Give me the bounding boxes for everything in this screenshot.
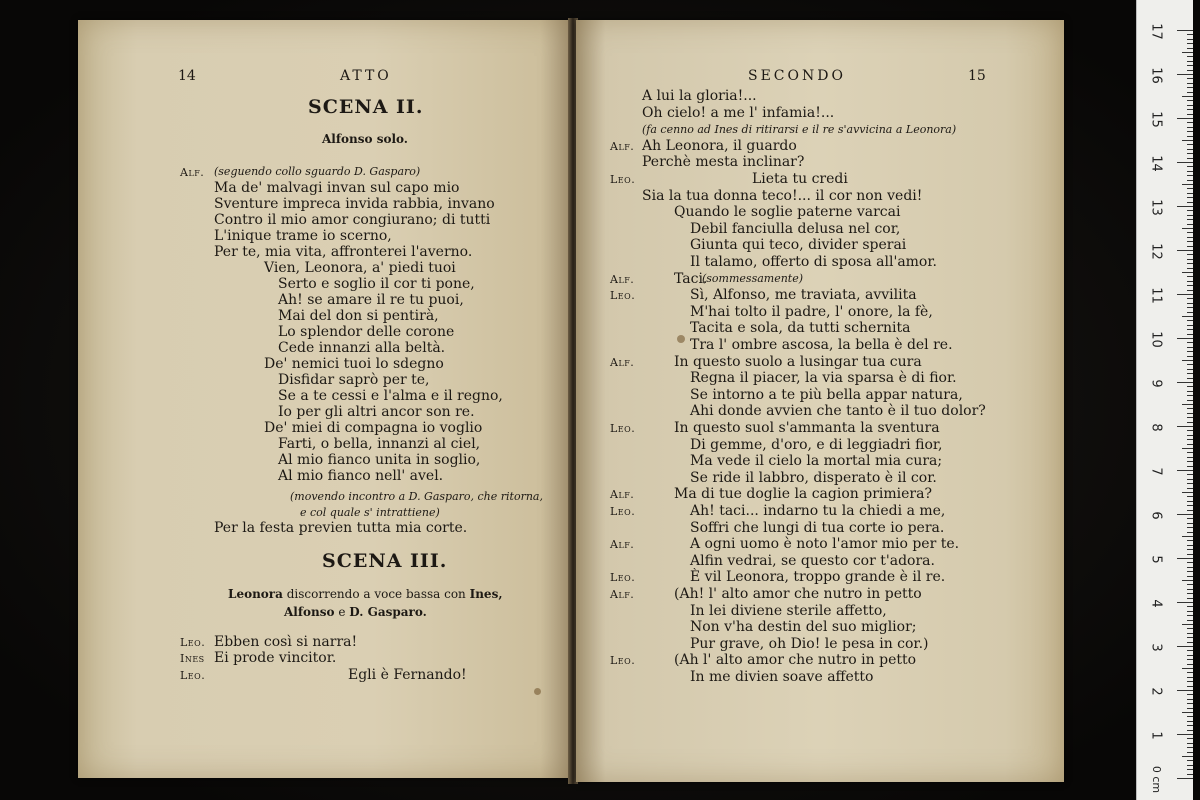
ruler-tick [1182,96,1193,97]
ruler-number: 15 [1148,111,1164,128]
ruler-tick [1187,413,1193,414]
scene-ii-title: SCENA II. [308,96,424,118]
verse-line: In me divien soave affetto [690,669,874,685]
ruler-tick [1187,149,1193,150]
verse-line: Se ride il labbro, disperato è il cor. [690,469,937,486]
verse-line: A ogni uomo è noto l'amor mio per te. [690,536,960,553]
ruler-tick [1187,78,1193,79]
ruler-tick [1187,105,1193,106]
ruler-tick [1187,263,1193,264]
verse-line: Ma de' malvagi invan sul capo mio [214,180,460,196]
verse-line: Vien, Leonora, a' piedi tuoi [264,260,456,276]
ruler-tick [1182,272,1193,273]
ruler-tick [1182,228,1193,229]
ruler-tick [1187,518,1193,519]
ruler-tick [1187,56,1193,57]
verse-line: In questo suolo a lusingar tua cura [674,353,922,370]
speaker-label: Alf. [180,166,205,179]
ruler-tick [1187,532,1193,533]
ruler-tick [1177,470,1193,471]
verse-line: M'hai tolto il padre, l' onore, la fè, [690,303,933,320]
verse-line: In questo suol s'ammanta la sventura [674,420,940,436]
ruler-tick [1177,558,1193,559]
ruler-tick [1187,241,1193,242]
verse-line: De' miei di compagna io voglio [264,420,483,436]
ruler-tick [1187,708,1193,709]
verse-line: (Ah l' alto amor che nutro in petto [674,652,917,669]
ruler-tick [1187,303,1193,304]
ruler-tick [1177,206,1193,207]
ruler-tick [1187,210,1193,211]
ruler-tick [1187,655,1193,656]
ruler-tick [1187,373,1193,374]
ruler-tick [1187,633,1193,634]
ruler-tick [1187,224,1193,225]
ruler-tick [1187,144,1193,145]
leonora-name: Leonora [228,587,283,601]
ruler-tick [1187,606,1193,607]
ruler-tick [1187,642,1193,643]
ruler-tick [1187,237,1193,238]
ruler-tick [1187,136,1193,137]
ruler-tick [1187,620,1193,621]
scene-ii-subtitle: Alfonso solo. [322,132,408,146]
ruler-tick [1182,492,1193,493]
ruler-tick [1187,699,1193,700]
verse-line: Per te, mia vita, affronterei l'averno. [214,244,473,260]
ruler-tick [1187,760,1193,761]
scene-iii-subtitle-1 [228,586,503,603]
ruler-tick [1187,127,1193,128]
scene-iii-title: SCENA III. [322,550,448,572]
ruler-tick [1187,523,1193,524]
ruler-number: 8 [1148,423,1164,432]
verse-line: L'inique trame io scerno, [214,228,392,244]
ruler-tick [1187,637,1193,638]
ruler-tick [1177,162,1193,163]
ruler-tick [1187,540,1193,541]
ruler-tick [1177,514,1193,515]
left-page-number: 14 [178,68,196,84]
ruler-tick [1187,43,1193,44]
speaker-label: Leo. [180,669,206,682]
ruler-tick [1187,457,1193,458]
ruler-number: 17 [1148,23,1164,40]
gasparo-name: D. Gasparo. [349,605,427,619]
measurement-ruler [1136,0,1193,800]
ruler-tick [1187,351,1193,352]
ruler-tick [1187,378,1193,379]
paper-stain [677,335,685,343]
ruler-tick [1182,316,1193,317]
ruler-tick [1187,747,1193,748]
ruler-tick [1177,382,1193,383]
ruler-tick [1187,483,1193,484]
ruler-tick [1187,246,1193,247]
ruler-tick [1187,175,1193,176]
ruler-tick [1187,422,1193,423]
speaker-label: Alf. [610,538,635,552]
verse-line: Sventure impreca invida rabbia, invano [214,196,495,212]
speaker-label: Leo. [610,289,636,303]
ruler-tick [1187,567,1193,568]
ruler-tick [1187,298,1193,299]
ruler-tick [1187,593,1193,594]
verse-line: Lo splendor delle corone [278,324,455,340]
ruler-number: 7 [1148,467,1164,476]
ruler-tick [1187,320,1193,321]
verse-line: Sia la tua donna teco!... il cor non vedi! [642,187,923,204]
ruler-tick [1187,589,1193,590]
ruler-tick [1182,360,1193,361]
ruler-tick [1187,571,1193,572]
ruler-tick [1187,501,1193,502]
ruler-tick [1187,153,1193,154]
verse-line: Di gemme, d'oro, e di leggiadri fior, [690,436,943,453]
ruler-tick [1182,536,1193,537]
verse-line: Mai del don si pentirà, [278,308,439,324]
ruler-tick [1187,659,1193,660]
dialogue-line: Egli è Fernando! [348,667,467,683]
verse-line: Ah! taci... indarno tu la chiedi a me, [690,503,946,519]
ruler-tick [1187,290,1193,291]
ruler-number: 14 [1148,155,1164,172]
ruler-tick [1187,694,1193,695]
ruler-number: 3 [1148,643,1164,652]
verse-line: Soffri che lungi di tua corte io pera. [690,519,945,536]
ruler-tick [1187,268,1193,269]
verse-line: Oh cielo! a me l' infamia!... [642,104,835,121]
ruler-tick [1187,158,1193,159]
ruler-tick [1187,180,1193,181]
dialogue-line: Ebben così si narra! [214,634,358,650]
ruler-tick [1177,602,1193,603]
ruler-tick [1177,778,1193,779]
ruler-tick [1182,140,1193,141]
ruler-tick [1187,166,1193,167]
verse-line: Tacita e sola, da tutti schernita [690,320,911,337]
ruler-tick [1187,122,1193,123]
verse-line: Al mio fianco nell' avel. [278,468,444,484]
ruler-unit-label: 0 cm [1150,765,1164,794]
ruler-tick [1187,259,1193,260]
ruler-tick [1187,193,1193,194]
ruler-tick [1187,325,1193,326]
speaker-label: Leo. [180,636,206,649]
ruler-tick [1187,87,1193,88]
ruler-tick [1187,598,1193,599]
ruler-tick [1187,171,1193,172]
ruler-tick [1187,61,1193,62]
closing-line: Per la festa previen tutta mia corte. [214,520,468,536]
ruler-tick [1187,677,1193,678]
verse-line: Perchè mesta inclinar? [642,154,805,171]
ruler-tick [1187,369,1193,370]
ruler-tick [1187,70,1193,71]
ruler-number: 10 [1148,331,1164,348]
ruler-number: 11 [1148,287,1164,304]
ruler-tick [1187,466,1193,467]
verse-line: Io per gli altri ancor son re. [278,404,475,420]
ruler-tick [1182,580,1193,581]
ruler-tick [1187,232,1193,233]
verse-line: È vil Leonora, troppo grande è il re. [690,569,946,586]
ruler-tick [1182,184,1193,185]
verse-line: Lieta tu credi [752,171,848,187]
ruler-tick [1187,615,1193,616]
ruler-tick [1182,52,1193,53]
ruler-tick [1187,430,1193,431]
ruler-tick [1187,716,1193,717]
ruler-tick [1187,474,1193,475]
verse-line: Se intorno a te più bella appar natura, [690,386,963,403]
ruler-tick [1187,439,1193,440]
ruler-number: 2 [1148,687,1164,696]
ruler-tick [1187,408,1193,409]
ruler-tick [1187,276,1193,277]
ruler-tick [1187,672,1193,673]
verse-line: Ahi donde avvien che tanto è il tuo dolor? [690,403,986,420]
verse-line: In lei diviene sterile affetto, [690,602,887,619]
speaker-label: Leo. [610,571,636,585]
verse-line: Giunta qui teco, divider sperai [690,237,907,254]
verse-line: Debil fanciulla delusa nel cor, [690,220,901,237]
ruler-tick [1187,703,1193,704]
verse-line: Quando le soglie paterne varcai [674,204,901,221]
ruler-tick [1187,554,1193,555]
ruler-tick [1187,584,1193,585]
ruler-tick [1177,294,1193,295]
ruler-tick [1187,202,1193,203]
ruler-tick [1187,83,1193,84]
ruler-tick [1187,34,1193,35]
ruler-number: 16 [1148,67,1164,84]
verse-line: Al mio fianco unita in soglio, [278,452,481,468]
speaker-label: Alf. [610,272,635,286]
ruler-tick [1187,347,1193,348]
right-page-number: 15 [968,68,986,84]
ruler-tick [1187,114,1193,115]
ruler-tick [1187,488,1193,489]
ruler-tick [1187,364,1193,365]
ruler-tick [1182,448,1193,449]
ruler-tick [1182,404,1193,405]
right-running-head: SECONDO [748,68,846,84]
ruler-tick [1187,730,1193,731]
scene-iii-sub-text-1: discorrendo a voce bassa con [282,587,470,601]
ruler-tick [1187,435,1193,436]
ruler-tick [1187,628,1193,629]
ruler-tick [1187,664,1193,665]
ruler-tick [1187,752,1193,753]
verse-line: (Ah! l' alto amor che nutro in petto [674,586,922,602]
ruler-number: 12 [1148,243,1164,260]
verse-line: Tra l' ombre ascosa, la bella è del re. [690,337,953,353]
ruler-tick [1187,386,1193,387]
ruler-tick [1187,391,1193,392]
speaker-label: Alf. [610,588,635,601]
speaker-label: Leo. [610,422,636,435]
verse-line: Ma di tue doglie la cagion primiera? [674,486,932,503]
verse-line: Alfin vedrai, se questo cor t'adora. [690,552,935,569]
speaker-label: Leo. [610,173,636,186]
left-page [78,20,570,778]
verse-line: Serto e soglio il cor ti pone, [278,276,475,292]
ruler-tick [1187,254,1193,255]
ruler-tick [1187,100,1193,101]
ruler-tick [1187,400,1193,401]
ruler-tick [1177,118,1193,119]
speaker-label: Leo. [610,654,636,668]
speaker-label: Alf. [610,355,635,369]
ruler-tick [1187,496,1193,497]
ruler-tick [1177,250,1193,251]
ruler-tick [1182,624,1193,625]
verse-line: Contro il mio amor congiurano; di tutti [214,212,491,228]
ruler-number: 6 [1148,511,1164,520]
ruler-tick [1187,743,1193,744]
ruler-tick [1187,774,1193,775]
ruler-tick [1187,479,1193,480]
ruler-tick [1177,74,1193,75]
ruler-tick [1187,188,1193,189]
stage-direction-2: e col quale s' intrattiene) [300,506,440,519]
ruler-tick [1182,712,1193,713]
ruler-tick [1187,505,1193,506]
ruler-tick [1187,307,1193,308]
paper-stain [534,688,541,695]
ruler-tick [1177,690,1193,691]
ruler-tick [1177,646,1193,647]
speaker-label: Alf. [610,139,635,153]
ruler-tick [1187,312,1193,313]
verse-line: Se a te cessi e l'alma e il regno, [278,388,503,404]
ruler-tick [1187,765,1193,766]
alfonso-name: Alfonso [284,605,335,619]
ruler-tick [1187,725,1193,726]
verse-line: Disfidar saprò per te, [278,372,430,388]
speaker-label: Ines [180,652,205,665]
dialogue-line: Ei prode vincitor. [214,650,337,666]
ruler-tick [1187,721,1193,722]
verse-line: Farti, o bella, innanzi al ciel, [278,436,481,452]
verse-line: Il talamo, offerto di sposa all'amor. [690,254,937,270]
verse-line: A lui la gloria!... [642,88,757,104]
ruler-number: 9 [1148,379,1164,388]
ruler-tick [1187,527,1193,528]
scene-iii-sub-text-2: e [334,605,350,619]
speaker-label: Leo. [610,505,636,518]
ruler-tick [1187,650,1193,651]
ruler-tick [1187,285,1193,286]
ruler-tick [1187,611,1193,612]
ruler-tick [1177,30,1193,31]
right-page [576,20,1064,782]
ruler-tick [1187,197,1193,198]
ruler-tick [1177,734,1193,735]
ruler-tick [1187,769,1193,770]
ruler-tick [1177,338,1193,339]
ruler-number: 1 [1148,731,1164,740]
speaker-label: Alf. [610,488,635,502]
ruler-tick [1187,109,1193,110]
ruler-tick [1187,444,1193,445]
ruler-tick [1182,668,1193,669]
stage-direction: (fa cenno ad Ines di ritirarsi e il re s'avvicina a Leonora) [642,123,957,137]
verse-line: Regna il piacer, la via sparsa è di fior. [690,370,957,387]
ruler-tick [1187,39,1193,40]
verse-line: Ma vede il cielo la mortal mia cura; [690,453,943,470]
ruler-tick [1187,334,1193,335]
ruler-tick [1187,452,1193,453]
ruler-tick [1187,562,1193,563]
ruler-tick [1187,48,1193,49]
verse-line: Sì, Alfonso, me traviata, avvilita [690,287,917,304]
ines-name: Ines, [469,587,503,601]
ruler-number: 4 [1148,599,1164,608]
stage-direction: (seguendo collo sguardo D. Gasparo) [214,165,421,178]
verse-line: De' nemici tuoi lo sdegno [264,356,444,372]
ruler-tick [1187,329,1193,330]
ruler-number: 13 [1148,199,1164,216]
ruler-tick [1187,576,1193,577]
verse-line: Taci. [674,270,708,287]
ruler-tick [1187,395,1193,396]
stage-direction-1: (movendo incontro a D. Gasparo, che ritorna, [290,490,543,503]
ruler-tick [1187,545,1193,546]
ruler-tick [1187,738,1193,739]
verse-line: Non v'ha destin del suo miglior; [690,619,917,636]
ruler-tick [1187,549,1193,550]
ruler-tick [1187,215,1193,216]
ruler-tick [1187,686,1193,687]
ruler-tick [1187,131,1193,132]
stage-direction: (sommessamente) [702,271,804,285]
ruler-tick [1187,92,1193,93]
ruler-tick [1187,342,1193,343]
verse-line: Pur grave, oh Dio! le pesa in cor.) [690,635,929,652]
ruler-tick [1187,65,1193,66]
verse-line: Cede innanzi alla beltà. [278,340,446,356]
ruler-tick [1187,219,1193,220]
scene-iii-subtitle-2 [284,604,427,621]
ruler-tick [1182,756,1193,757]
ruler-tick [1187,417,1193,418]
ruler-tick [1177,426,1193,427]
verse-line: Ah Leonora, il guardo [642,137,797,154]
ruler-tick [1187,356,1193,357]
ruler-tick [1187,681,1193,682]
ruler-tick [1187,510,1193,511]
ruler-tick [1187,461,1193,462]
left-running-head: ATTO [340,68,392,84]
ruler-tick [1187,281,1193,282]
verse-line: Ah! se amare il re tu puoi, [278,292,464,308]
ruler-number: 5 [1148,555,1164,564]
